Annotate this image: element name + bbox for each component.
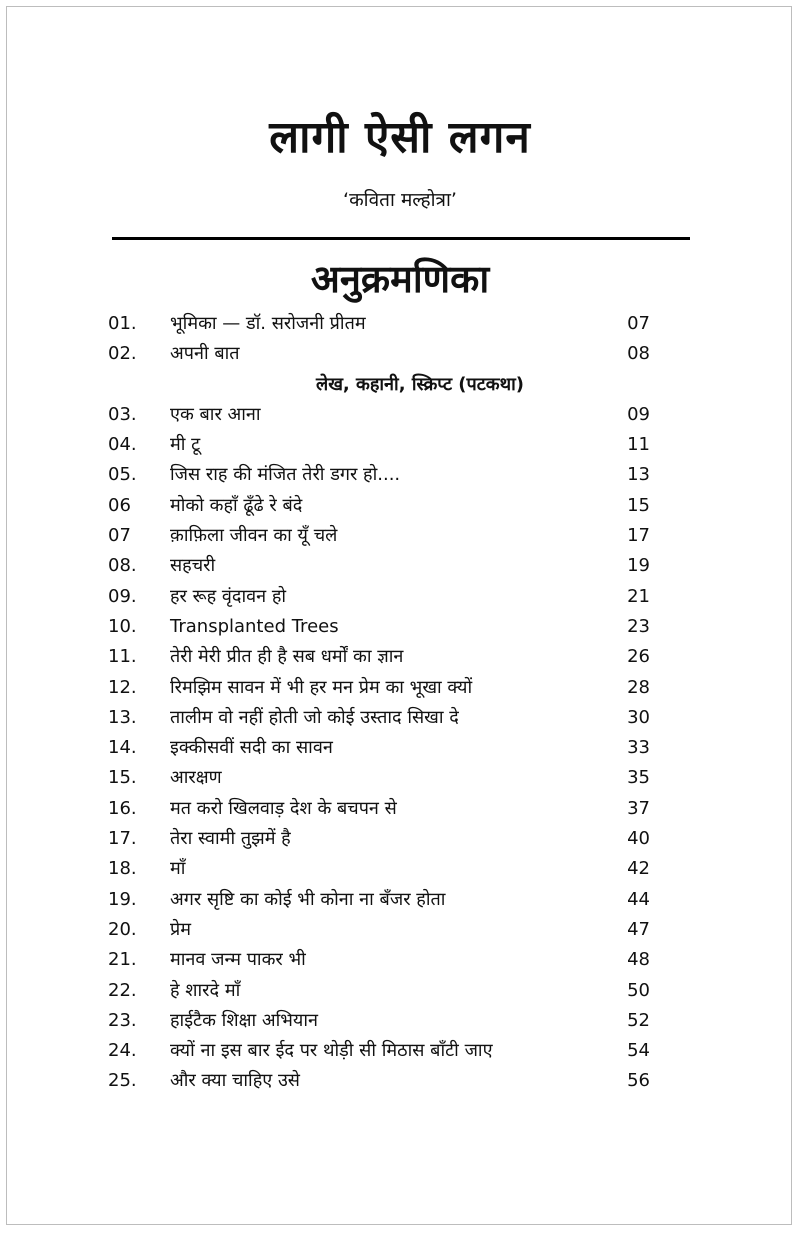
toc-entry-title: भूमिका — डॉ. सरोजनी प्रीतम <box>170 313 366 334</box>
toc-entry-number: 24. <box>108 1040 137 1062</box>
toc-entry-title: प्रेम <box>170 918 192 940</box>
toc-entry-page: 21 <box>627 585 650 607</box>
toc-entry-number: 11. <box>108 646 137 668</box>
toc-entry-title: मत करो खिलवाड़ देश के बचपन से <box>170 797 397 819</box>
toc-entry-page: 30 <box>627 706 650 728</box>
toc-entry <box>0 1036 800 1066</box>
toc-entry <box>0 976 800 1006</box>
toc-entry-page: 44 <box>627 888 650 910</box>
toc-entry-page: 37 <box>627 797 650 819</box>
toc-entry-number: 21. <box>108 949 137 971</box>
toc-entry-page: 13 <box>627 464 650 486</box>
toc-entry-title: हाईटैक शिक्षा अभियान <box>170 1009 319 1031</box>
toc-entry <box>0 582 800 612</box>
toc-entry-number: 05. <box>108 464 137 486</box>
toc-entry <box>0 1066 800 1096</box>
toc-entry-title: Transplanted Trees <box>170 615 339 637</box>
toc-entry-number: 10. <box>108 615 137 637</box>
toc-entry <box>0 309 800 339</box>
toc-entry-title: तालीम वो नहीं होती जो कोई उस्ताद सिखा दे <box>170 706 459 728</box>
toc-entry-title: तेरी मेरी प्रीत ही है सब धर्मों का ज्ञान <box>170 646 404 668</box>
toc-entry <box>0 400 800 430</box>
toc-entry <box>0 703 800 733</box>
toc-entry <box>0 733 800 763</box>
toc-entry-title: माँ <box>170 858 186 880</box>
toc-entry-page: 40 <box>627 828 650 850</box>
toc-entry-page: 50 <box>627 979 650 1001</box>
toc-entry <box>0 763 800 793</box>
toc-entry-number: 22. <box>108 979 137 1001</box>
toc-entry-page: 15 <box>627 494 650 516</box>
toc-entry <box>0 673 800 703</box>
toc-entry-number: 12. <box>108 676 137 698</box>
toc-entry-number: 08. <box>108 555 137 577</box>
toc-entry-number: 17. <box>108 828 137 850</box>
toc-entry-title: हे शारदे माँ <box>170 979 241 1001</box>
toc-entry-title: और क्या चाहिए उसे <box>170 1070 300 1092</box>
title-divider <box>112 237 690 240</box>
toc-entry-number: 13. <box>108 706 137 728</box>
toc-entry <box>0 551 800 581</box>
toc-heading: अनुक्रमणिका <box>310 257 490 301</box>
toc-entry-page: 47 <box>627 918 650 940</box>
toc-entry-title: जिस राह की मंजित तेरी डगर हो.... <box>170 464 401 486</box>
toc-entry <box>0 642 800 672</box>
toc-entry-title: मोको कहाँ ढूँढे रे बंदे <box>170 494 303 516</box>
toc-entry <box>0 945 800 975</box>
book-author: ‘कविता मल्होत्रा’ <box>343 189 457 211</box>
toc-entry-page: 23 <box>627 615 650 637</box>
toc-entry <box>0 885 800 915</box>
toc-entry <box>0 491 800 521</box>
toc-entry-title: आरक्षण <box>170 767 222 789</box>
toc-section-heading: लेख, कहानी, स्क्रिप्ट (पटकथा) <box>315 373 525 395</box>
toc-list <box>0 309 800 1097</box>
toc-entry-number: 03. <box>108 403 137 425</box>
toc-entry-number: 18. <box>108 858 137 880</box>
toc-entry-title: अगर सृष्टि का कोई भी कोना ना बँजर होता <box>170 888 446 910</box>
toc-entry-page: 28 <box>627 676 650 698</box>
toc-entry-title: मी टू <box>170 434 201 456</box>
toc-entry-number: 15. <box>108 767 137 789</box>
toc-entry-number: 14. <box>108 737 137 759</box>
toc-entry-number: 09. <box>108 585 137 607</box>
toc-entry-page: 35 <box>627 767 650 789</box>
toc-entry-number: 19. <box>108 888 137 910</box>
toc-entry-title: एक बार आना <box>170 403 261 425</box>
toc-entry <box>0 854 800 884</box>
toc-entry-title: इक्कीसवीं सदी का सावन <box>170 737 333 759</box>
toc-entry-number: 25. <box>108 1070 137 1092</box>
toc-entry-page: 11 <box>627 434 650 456</box>
toc-entry-page: 48 <box>627 949 650 971</box>
toc-entry <box>0 915 800 945</box>
toc-entry-page: 52 <box>627 1009 650 1031</box>
toc-front-matter <box>0 309 800 370</box>
toc-entry-page: 19 <box>627 555 650 577</box>
toc-entry-page: 07 <box>627 313 650 334</box>
toc-entry-page: 26 <box>627 646 650 668</box>
toc-entry-title: क्यों ना इस बार ईद पर थोड़ी सी मिठास बाँटी जाए <box>170 1040 493 1062</box>
toc-entries <box>0 400 800 1097</box>
toc-entry-page: 56 <box>627 1070 650 1092</box>
toc-entry <box>0 824 800 854</box>
toc-entry-title: क़ाफ़िला जीवन का यूँ चले <box>170 525 338 547</box>
toc-entry-page: 08 <box>627 343 650 365</box>
toc-entry-title: हर रूह वृंदावन हो <box>170 585 287 607</box>
toc-entry-number: 06 <box>108 494 131 516</box>
toc-entry <box>0 339 800 369</box>
toc-entry <box>0 612 800 642</box>
toc-entry <box>0 794 800 824</box>
toc-entry-page: 09 <box>627 403 650 425</box>
toc-entry <box>0 460 800 490</box>
toc-entry-number: 07 <box>108 525 131 547</box>
toc-entry-number: 02. <box>108 343 137 365</box>
toc-entry-title: रिमझिम सावन में भी हर मन प्रेम का भूखा क्यों <box>170 676 473 698</box>
toc-entry-number: 01. <box>108 313 137 334</box>
toc-entry-page: 54 <box>627 1040 650 1062</box>
toc-entry <box>0 430 800 460</box>
toc-entry-title: अपनी बात <box>170 343 240 365</box>
toc-entry-number: 23. <box>108 1009 137 1031</box>
toc-entry-page: 17 <box>627 525 650 547</box>
toc-entry-number: 20. <box>108 918 137 940</box>
toc-entry-number: 04. <box>108 434 137 456</box>
book-title: लागी ऐसी लगन <box>269 112 531 163</box>
toc-entry-title: सहचरी <box>170 555 216 577</box>
toc-entry-number: 16. <box>108 797 137 819</box>
toc-entry-title: तेरा स्वामी तुझमें है <box>170 828 291 850</box>
toc-entry-title: मानव जन्म पाकर भी <box>170 949 306 971</box>
toc-entry <box>0 521 800 551</box>
toc-entry-page: 42 <box>627 858 650 880</box>
toc-entry <box>0 1006 800 1036</box>
toc-entry-page: 33 <box>627 737 650 759</box>
